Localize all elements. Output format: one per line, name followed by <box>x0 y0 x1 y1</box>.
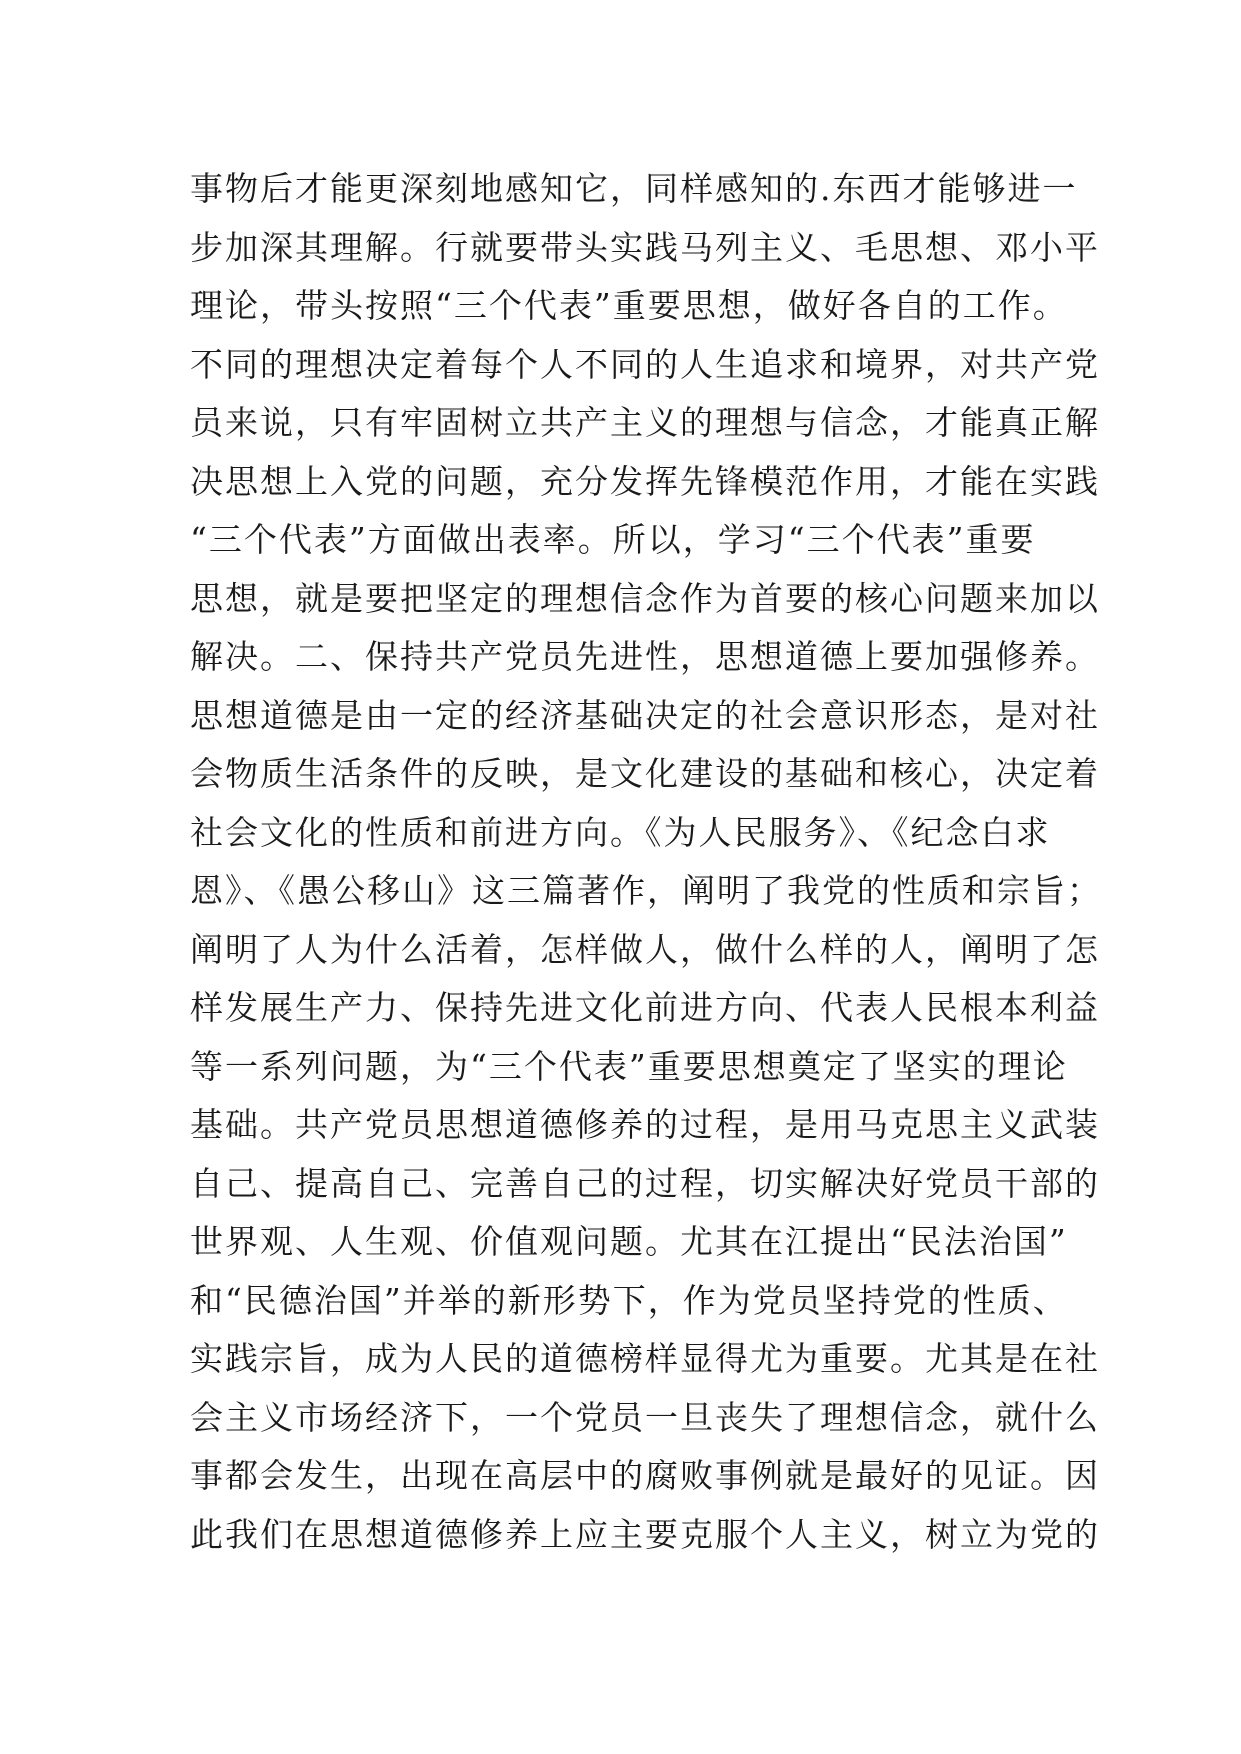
text-line: 和“民德治国”并举的新形势下，作为党员坚持党的性质、 <box>190 1280 1068 1320</box>
text-line: 样发展生产力、保持先进文化前进方向、代表人民根本利益 <box>190 988 1100 1027</box>
text-line: “三个代表”方面做出表率。所以，学习“三个代表”重要 <box>190 520 1036 559</box>
text-line: 步加深其理解。行就要带头实践马列主义、毛思想、邓小平 <box>190 227 1100 267</box>
text-line: 不同的理想决定着每个人不同的人生追求和境界，对共产党 <box>190 344 1100 384</box>
text-line: 事物后才能更深刻地感知它，同样感知的.东西才能够进一 <box>190 169 1078 208</box>
text-line: 会物质生活条件的反映，是文化建设的基础和核心，决定着 <box>190 754 1100 793</box>
text-line: 理论，带头按照“三个代表”重要思想，做好各自的工作。 <box>190 286 1068 325</box>
text-line: 思想，就是要把坚定的理想信念作为首要的核心问题来加以 <box>190 578 1100 618</box>
text-line: 基础。共产党员思想道德修养的过程，是用马克思主义武装 <box>190 1105 1100 1144</box>
text-line: 解决。二、保持共产党员先进性，思想道德上要加强修养。 <box>190 637 1100 676</box>
text-line: 阐明了人为什么活着，怎样做人，做什么样的人，阐明了怎 <box>190 929 1100 969</box>
text-line: 社会文化的性质和前进方向。《为人民服务》、《纪念白求 <box>190 812 1051 852</box>
text-line: 员来说，只有牢固树立共产主义的理想与信念，才能真正解 <box>190 403 1100 442</box>
text-line: 事都会发生，出现在高层中的腐败事例就是最好的见证。因 <box>190 1456 1100 1495</box>
text-line: 世界观、人生观、价值观问题。尤其在江提出“民法治国” <box>190 1222 1068 1261</box>
text-line: 思想道德是由一定的经济基础决定的社会意识形态，是对社 <box>190 695 1100 735</box>
body-text <box>190 160 1102 1564</box>
text-line: 会主义市场经济下，一个党员一旦丧失了理想信念，就什么 <box>190 1397 1100 1437</box>
text-line: 此我们在思想道德修养上应主要克服个人主义，树立为党的 <box>190 1514 1100 1554</box>
text-line: 恩》、《愚公移山》这三篇著作，阐明了我党的性质和宗旨； <box>190 871 1102 910</box>
text-line: 自己、提高自己、完善自己的过程，切实解决好党员干部的 <box>190 1163 1100 1203</box>
text-line: 决思想上入党的问题，充分发挥先锋模范作用，才能在实践 <box>190 461 1100 501</box>
text-line: 等一系列问题，为“三个代表”重要思想奠定了坚实的理论 <box>190 1046 1068 1086</box>
text-line: 实践宗旨，成为人民的道德榜样显得尤为重要。尤其是在社 <box>190 1339 1100 1378</box>
